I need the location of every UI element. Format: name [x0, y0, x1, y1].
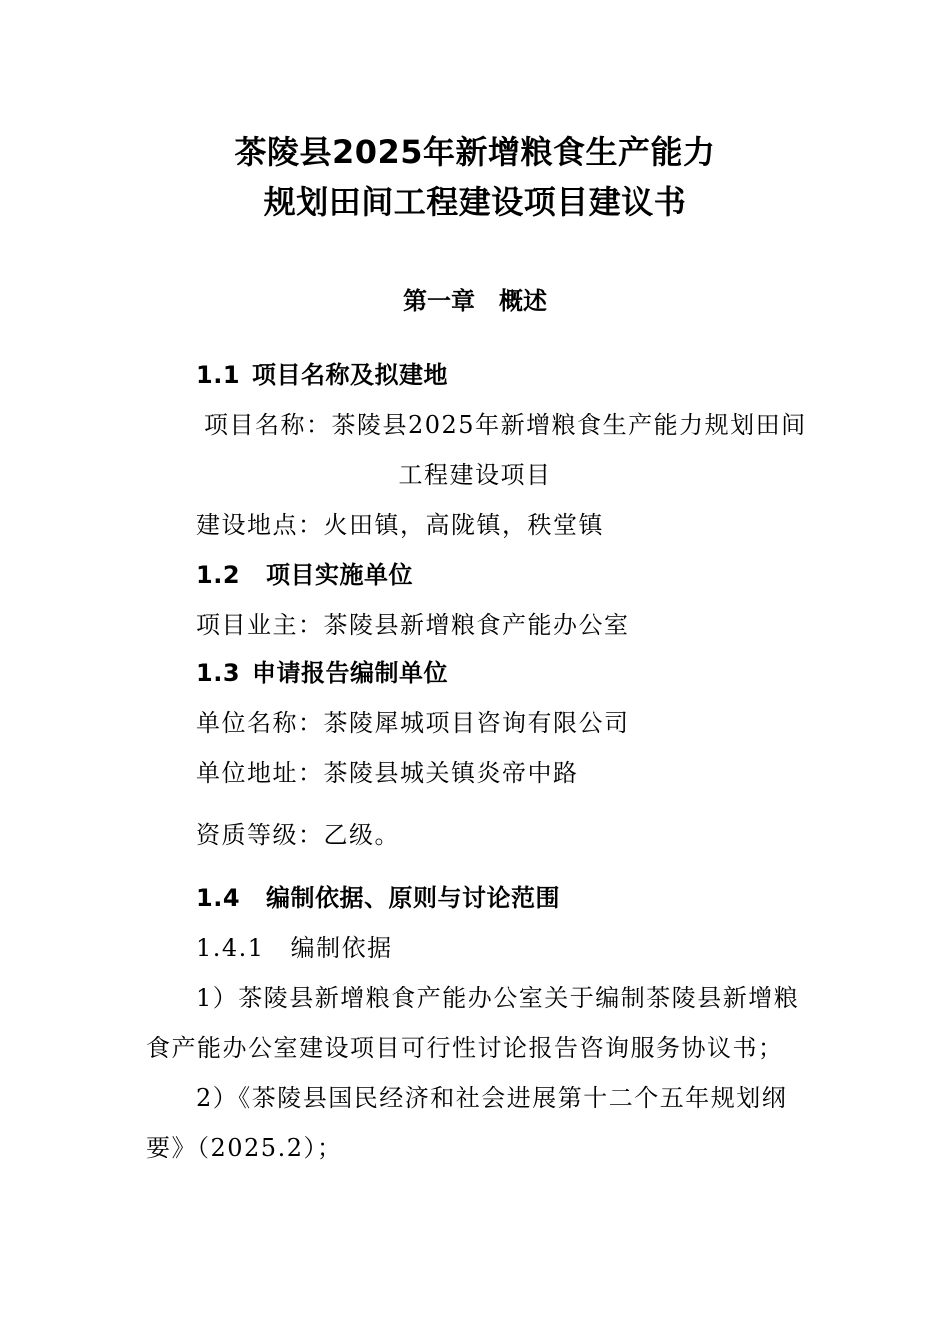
project-name-line2: 工程建设项目 — [398, 461, 552, 489]
section-title: 项目实施单位 — [266, 561, 414, 589]
project-owner: 项目业主：茶陵县新增粮食产能办公室 — [196, 611, 630, 639]
basis-item-2-line2: 要》（2025.2）； — [146, 1134, 343, 1162]
qualification-level: 资质等级：乙级。 — [196, 821, 400, 849]
section-1-4-heading — [196, 883, 560, 913]
subsection-title: 编制依据 — [290, 934, 393, 962]
basis-item-2-line1: 2）《茶陵县国民经济和社会进展第十二个五年规划纲 — [196, 1084, 788, 1112]
section-title: 项目名称及拟建地 — [252, 361, 449, 389]
section-number: 1.1 — [196, 361, 241, 389]
document-title-line2: 规划田间工程建设项目建议书 — [263, 183, 687, 221]
basis-item-1-line1: 1）茶陵县新增粮食产能办公室关于编制茶陵县新增粮 — [196, 984, 800, 1012]
unit-name: 单位名称：茶陵犀城项目咨询有限公司 — [196, 709, 630, 737]
section-number: 1.4 — [196, 884, 241, 912]
project-name-line1: 项目名称：茶陵县2025年新增粮食生产能力规划田间 — [204, 411, 807, 439]
chapter-heading: 第一章 概述 — [403, 287, 547, 315]
section-title: 申请报告编制单位 — [252, 659, 449, 687]
document-title-line1: 茶陵县2025年新增粮食生产能力 — [234, 133, 716, 171]
subsection-1-4-1-heading — [196, 933, 393, 963]
section-title: 编制依据、原则与讨论范围 — [266, 884, 561, 912]
basis-item-1-line2: 食产能办公室建设项目可行性讨论报告咨询服务协议书； — [146, 1034, 784, 1062]
section-1-2-heading — [196, 560, 413, 590]
section-number: 1.2 — [196, 561, 241, 589]
subsection-number: 1.4.1 — [196, 934, 265, 962]
section-1-3-heading — [196, 658, 448, 688]
construction-location: 建设地点：火田镇，高陇镇，秩堂镇 — [196, 511, 604, 539]
section-number: 1.3 — [196, 659, 241, 687]
unit-address: 单位地址：茶陵县城关镇炎帝中路 — [196, 759, 579, 787]
section-1-1-heading — [196, 360, 448, 390]
